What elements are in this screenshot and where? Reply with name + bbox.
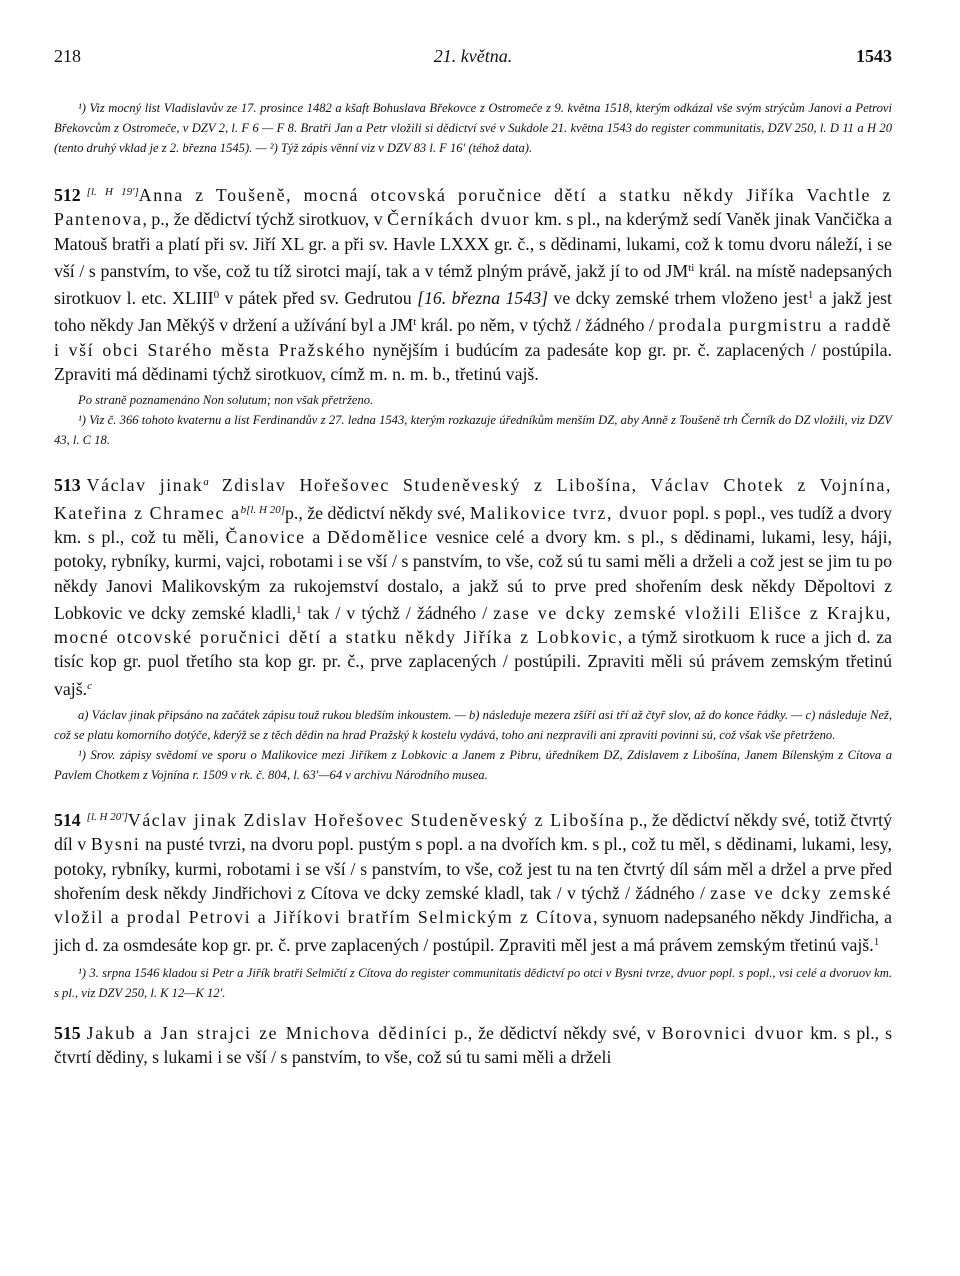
entry-515: 515 Jakub a Jan strajci ze Mnichova dědiníci p., že dědictví někdy své, v Borovnici dvuor km. s pl., s čtvrtí dědiny, s lukami i se vší / s panstvím, to vše, což sú tu sami měli a drželi — [54, 1022, 893, 1068]
footnote-513: ¹) Srov. zápisy svědomí ve sporu o Malikovice mezi Jiříkem z Lobkovic a Janem z Pibru, úředníkem DZ, Zdislavem z Libošína, Janem Bílenským z Cítova a Pavlem Chotkem z Vojnína r. 1509 v rk. č. 804, l. 63'—64 v archivu Národního musea. — [54, 748, 892, 783]
page-number: 218 — [54, 46, 81, 66]
running-head — [54, 46, 892, 74]
entry-512: 512 [l. H 19']Anna z Toušeně, mocná otcovská poručnice dětí a statku někdy Jiříka Vachtle z Pantenova, p., že dědictví týchž sirotkuov, v Černíkách dvuor km. s pl., na kderýmž sedí Vaněk jinak Vančička a Matouš bratři a platí při sv. Jiří XL gr. a při sv. Havle LXXX gr. č., s dědinami, lukami, což k tomu dvoru náleží, i se vší / s panstvím, to vše, což tu tíž sirotci mají, tak a v témž plným právě, jakž jí to od $JM^{ti}$ král. na místě nadepsaných sirotkuov l. etc. XLIII$^0$ v pátek před sv. Gedrutou [16. března 1543] ve dcky zemské trhem vloženo jest$^1$ a jakž jest toho někdy Jan Měkýš v držení a užívání byl a $JM^t$ král. po něm, v týchž / žádného / prodala purgmistru a raddě i vší obci Starého města Pražského nynějším i budúcím za padesáte kop gr. pr. č. zaplacených / postúpila. Zpraviti má dědinami týchž sirotkuov, címž m. n. m. b., třetinú vajš. — [54, 185, 892, 385]
running-date: 21. května. — [433, 46, 513, 66]
footnote-514: ¹) 3. srpna 1546 kladou si Petr a Jiřík bratři Selmičtí z Cítova do register communitatis dědictví po otci v Bysni tvrze, dvuor popl. s popl., vsi celé a dvoruov km. s pl., viz DZV 250, l. K 12—K 12'. — [54, 965, 892, 1000]
entry-514: 514 [l. H 20']Václav jinak Zdislav Hořešovec Studeněveský z Libošína p., že dědictví někdy své, totiž čtvrtý díl v Bysni na pusté tvrzi, na dvoru popl. pustým s popl. a na dvořích km. s pl., což tu měl, s dědinami, lukami, lesy, potoky, rybníky, kurmi, robotami i se vší / s panstvím, to vše, což jest tu na ten čtvrtý díl sám měl a držel a prve před shořením desk někdy Jindřichovi z Cítova ve dcky zemské kladl, tak / v týchž / žádného / zase ve dcky zemské vložil a prodal Petrovi a Jiříkovi bratřím Selmickým z Cítova, synuom nadepsaného někdy Jindřicha, a jich d. za osmdesáte kop gr. pr. č. prve zaplacených / postúpil. Zpraviti měl jest a má právem zemským třetinú vajš.$^1$ — [54, 810, 893, 955]
footnote-512: ¹) Viz č. 366 tohoto kvaternu a list Ferdinandův z 27. ledna 1543, kterým rozkazuje úředníkům menším DZ, aby Anně z Toušeně trh Černík do DZ vložili, viz DZV 43, l. C 18. — [54, 413, 892, 448]
place-name: Borovnici dvuor — [661, 1022, 805, 1043]
entry-513: 513 Václav jinak$^a$ Zdislav Hořešovec Studeněveský z Libošína, Václav Chotek z Vojnína, Kateřina z Chramec a$^{b[l. H 20]}$p., že dědictví někdy své, Malikovice tvrz, dvuor popl. s popl., ves tudíž a dvory km. s pl., což tu měli, Čanovice a Dědomělice vesnice celé a dvory km. s pl., s dědinami, lukami, lesy, háji, potoky, rybníky, kurmi, vajci, robotami i se vší / s panstvím, to vše, což sú tu sami měli a drželi a což jest se jim tu po někdy Janovi Malikovským za rukojemství dostalo, a jakž sú to prve pred shořením desk někdy Děpoltovi z Lobkovic ve dcky zemské kladli,$^1$ tak / v týchž / žádného / zase ve dcky zemské vložili Elišce z Krajku, mocné otcovské poručnici dětí a statku někdy Jiříka z Lobkovic, a týmž sirotkuom k ruce a jich d. za tisíc kop gr. puol třetího sta kop gr. pr. č., prve zaplacených / postúpili. Zpraviti měli sú právem zemským třetinú vajš.$^c$ — [54, 475, 893, 699]
date-bracket: [16. března 1543] — [417, 288, 549, 309]
folio-ref: [l. H 20] — [246, 503, 285, 516]
person-name: Anna z Toušeně, — [138, 185, 293, 205]
folio-ref: [l. H 19'] — [86, 186, 139, 198]
folio-ref: [l. H 20'] — [86, 811, 128, 824]
running-year: 1543 — [856, 46, 892, 66]
entry-number: 513 — [54, 475, 81, 496]
entry-number: 514 — [54, 810, 81, 831]
place-name: Malikovice tvrz, dvuor — [469, 502, 669, 523]
buyer-name: prodala purgmistru a raddě i vší obci Starého města Pražského — [54, 315, 892, 360]
entry-number: 515 — [54, 1022, 81, 1043]
place-name: Černíkách dvuor — [387, 209, 531, 230]
entry-number: 512 — [54, 185, 81, 205]
textual-notes-513: a) Václav jinak připsáno na začátek zápisu touž rukou bledším inkoustem. — b) následuje mezera zšíří asi tří až čtyř slov, až do konce řádky. — c) následuje Než, což se platu komorního dotýče, kderýž se z těch dědin na hrad Pražský k kostelu vydává, toho ani nezpravili ani zpraviti povinni sú, což však vše přetrženo. — [54, 708, 892, 743]
margin-note: Po straně poznamenáno Non solutum; non však přetrženo. — [78, 393, 374, 408]
place-name: Bysni — [90, 834, 141, 855]
footnote-block-top: ¹) Viz mocný list Vladislavův ze 17. prosince 1482 a kšaft Bohuslava Břekovce z Ostromeče z 9. května 1518, kterým odkázal vše svým strýcům Janovi a Petrovi Břekovcům z Ostromeče, v DZV 2, l. F 6 — F 8. Bratři Jan a Petr vložili si dědictví své v Sukdole 21. května 1543 do register communitatis, DZV 250, l. D 11 a H 20 (tento druhý vklad je z 2. března 1545). — ²) Týž zápis věnní viz v DZV 83 l. F 16' (téhož data). — [54, 101, 892, 155]
